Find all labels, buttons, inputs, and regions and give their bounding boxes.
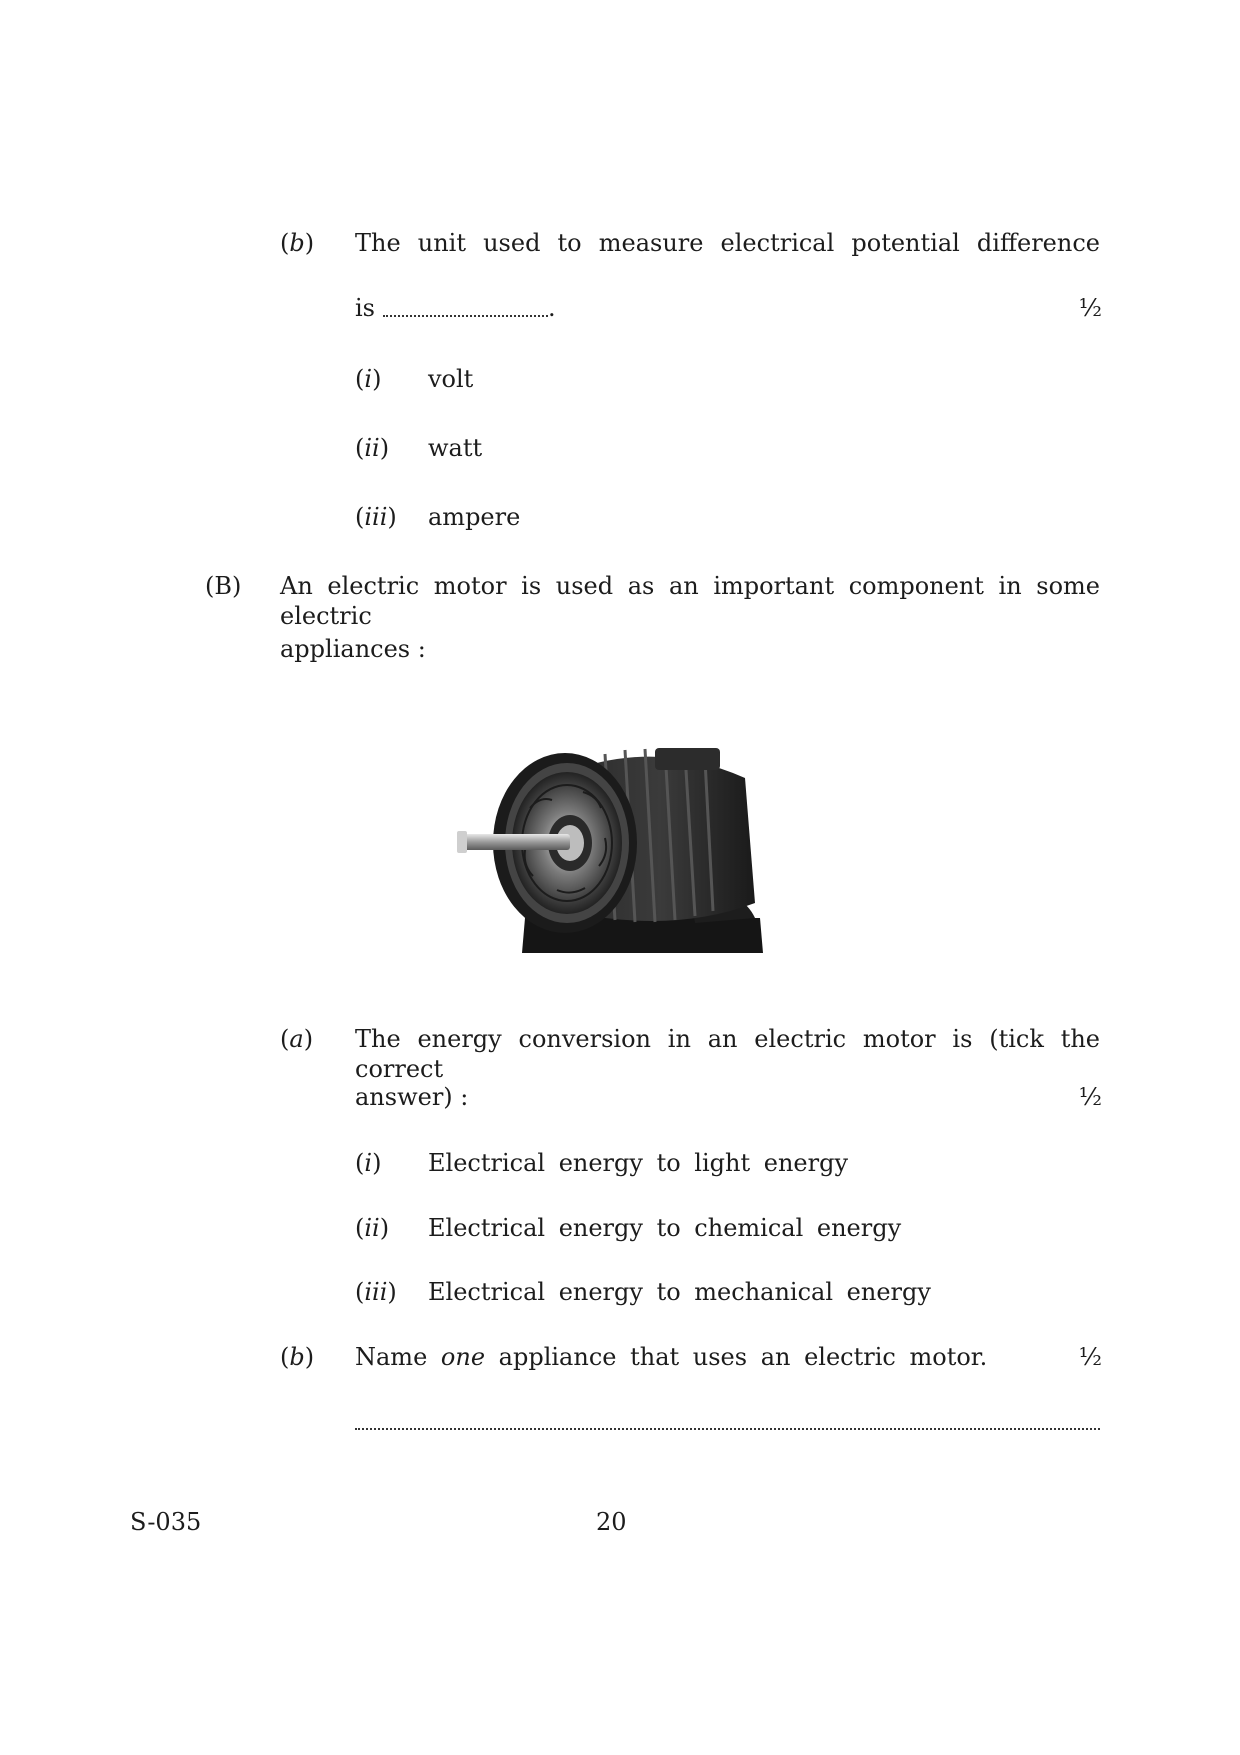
- part-b-question-line2-prefix: is: [355, 294, 375, 322]
- option-a-ii-number: (ii): [355, 1214, 390, 1242]
- part-a-label: (a): [280, 1025, 314, 1053]
- emphasis-one: one: [440, 1343, 486, 1371]
- part-b2-marks: ½: [1078, 1343, 1102, 1371]
- option-iii-number: (iii): [355, 503, 397, 531]
- electric-motor-image: [455, 718, 775, 958]
- part-a-question-line1: The energy conversion in an electric motor is (tick the correct: [355, 1025, 1100, 1083]
- section-b-label: (B): [205, 572, 242, 600]
- part-a-letter: a: [289, 1025, 304, 1053]
- part-b-marks: ½: [1078, 294, 1102, 322]
- part-b2-question: Name one appliance that uses an electric motor.: [355, 1343, 988, 1371]
- option-ampere[interactable]: ampere: [428, 503, 521, 531]
- option-i-number: (i): [355, 365, 382, 393]
- part-b-question-line2-suffix: .: [548, 294, 556, 322]
- option-watt[interactable]: watt: [428, 434, 483, 462]
- part-b2-letter: b: [289, 1343, 305, 1371]
- part-b-letter: b: [289, 229, 305, 257]
- option-ii-number: (ii): [355, 434, 390, 462]
- part-b-label: (b): [280, 229, 315, 257]
- option-a-iii-number: (iii): [355, 1278, 397, 1306]
- option-a-i-number: (i): [355, 1149, 382, 1177]
- page-number: 20: [596, 1508, 627, 1536]
- option-chemical-energy[interactable]: Electrical energy to chemical energy: [428, 1214, 902, 1242]
- answer-blank-inline[interactable]: [383, 315, 548, 317]
- part-b2-label: (b): [280, 1343, 315, 1371]
- answer-blank-line[interactable]: [355, 1428, 1100, 1430]
- part-a-marks: ½: [1078, 1083, 1102, 1111]
- part-b-question-line1: The unit used to measure electrical potential difference: [355, 229, 1100, 257]
- option-mechanical-energy[interactable]: Electrical energy to mechanical energy: [428, 1278, 931, 1306]
- section-b-intro-line2: appliances :: [280, 635, 426, 663]
- option-volt[interactable]: volt: [428, 365, 474, 393]
- option-light-energy[interactable]: Electrical energy to light energy: [428, 1149, 848, 1177]
- paper-code: S-035: [130, 1508, 202, 1536]
- part-a-question-line2: answer) :: [355, 1083, 469, 1111]
- section-b-intro-line1: An electric motor is used as an important component in some electric: [280, 572, 1100, 630]
